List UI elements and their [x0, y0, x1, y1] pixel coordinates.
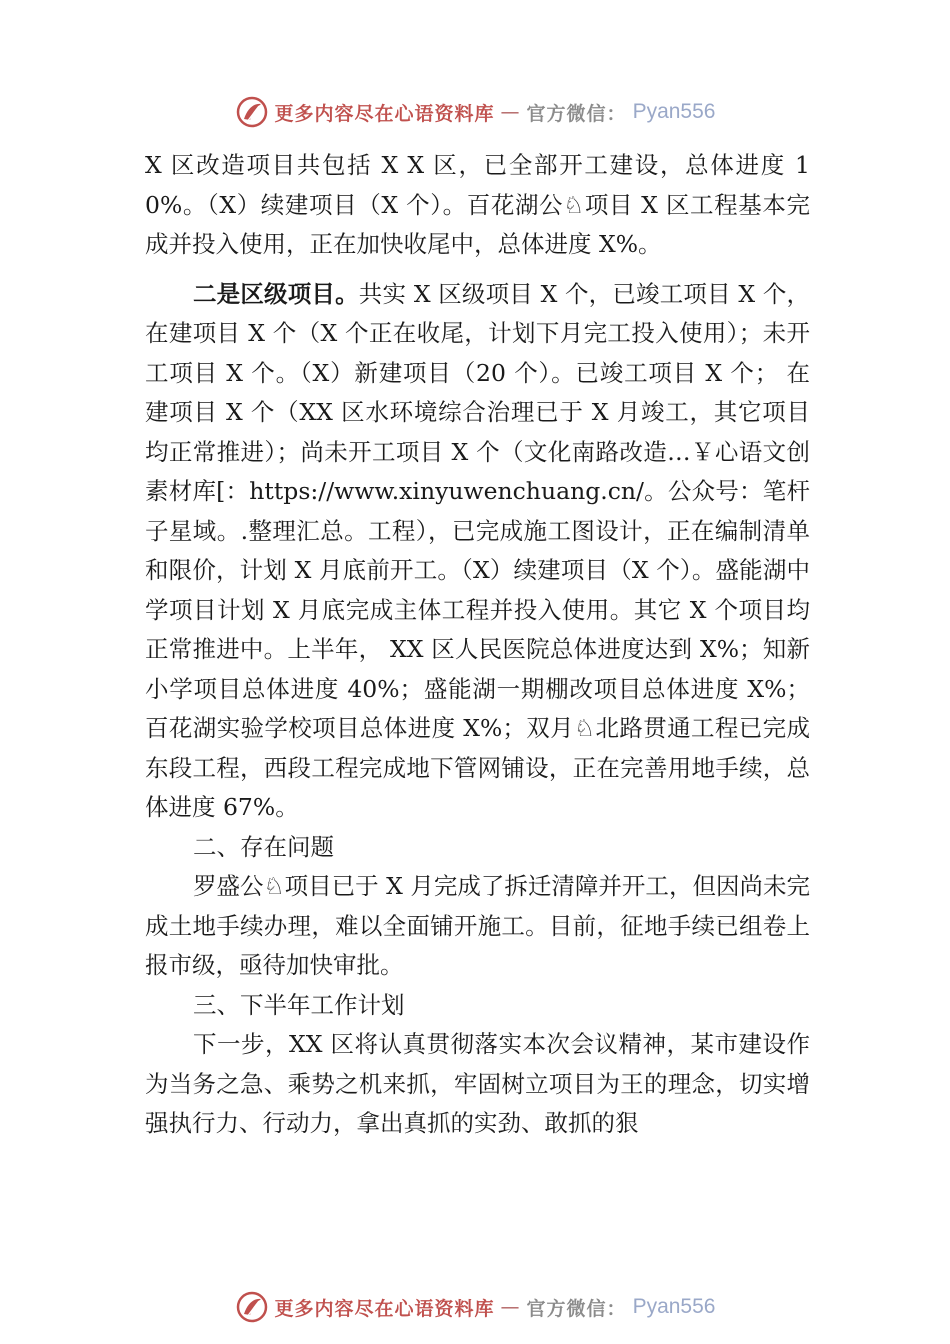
- watermark-wechat-label: 官方微信：: [526, 102, 627, 125]
- paragraph: X 区改造项目共包括 X X 区，已全部开工建设，总体进度 10%。（X）续建项目（X 个）。百花湖公♘项目 X 区工程基本完成并投入使用，正在加快收尾中，总体进度 X%。: [145, 151, 810, 258]
- brand-logo-icon: [235, 95, 269, 129]
- section-lead: 二是区级项目。: [193, 279, 359, 308]
- watermark-text: 更多内容尽在心语资料库: [274, 102, 495, 125]
- header-watermark: [0, 95, 950, 129]
- section-heading: 二、存在问题: [193, 832, 334, 861]
- paragraph: 罗盛公♘项目已于 X 月完成了拆迁清障并开工，但因尚未完成土地手续办理，难以全面铺开施工。目前，征地手续已组卷上报市级，亟待加快审批。: [145, 872, 810, 979]
- watermark-separator: —: [500, 1296, 521, 1318]
- watermark-wechat-id: Pyan556: [632, 100, 716, 123]
- watermark-text: 更多内容尽在心语资料库: [274, 1297, 495, 1320]
- paragraph: 下一步，XX 区将认真贯彻落实本次会议精神，某市建设作为当务之急、乘势之机来抓，牢固树立项目为王的理念，切实增强执行力、行动力，拿出真抓的实劲、敢抓的狠: [145, 1030, 810, 1137]
- watermark-separator: —: [500, 101, 521, 123]
- watermark-wechat-id: Pyan556: [632, 1295, 716, 1318]
- section-heading: 三、下半年工作计划: [193, 990, 405, 1019]
- watermark-wechat-label: 官方微信：: [526, 1297, 627, 1320]
- footer-watermark: [0, 1290, 950, 1324]
- brand-logo-icon: [235, 1290, 269, 1324]
- paragraph-text: 共实 X 区级项目 X 个，已竣工项目 X 个，在建项目 X 个（X 个正在收尾，计划下月完工投入使用）；未开工项目 X 个。（X）新建项目（20 个）。已竣工项目 X 个； 在建项目 X 个（XX 区水环境综合治理已于 X 月竣工，其它项目均正常推进）；尚未开工项目 X 个（文化南路改造…￥心语文创素材库[：https://www.xinyuwenchuang.cn/。公众号：笔杆子星域。.整理汇总。工程），已完成施工图设计，正在编制清单和限价，计划 X 月底前开工。（X）续建项目（X 个）。盛能湖中学项目计划 X 月底完成主体工程并投入使用。其它 X 个项目均正常推进中。上半年， XX 区人民医院总体进度达到 X%；知新小学项目总体进度 40%；盛能湖一期棚改项目总体进度 X%；百花湖实验学校项目总体进度 X%；双月♘北路贯通工程已完成东段工程，西段工程完成地下管网铺设，正在完善用地手续，总体进度 67%。: [145, 279, 810, 821]
- paragraph: [145, 275, 810, 828]
- document-body: [145, 146, 810, 1144]
